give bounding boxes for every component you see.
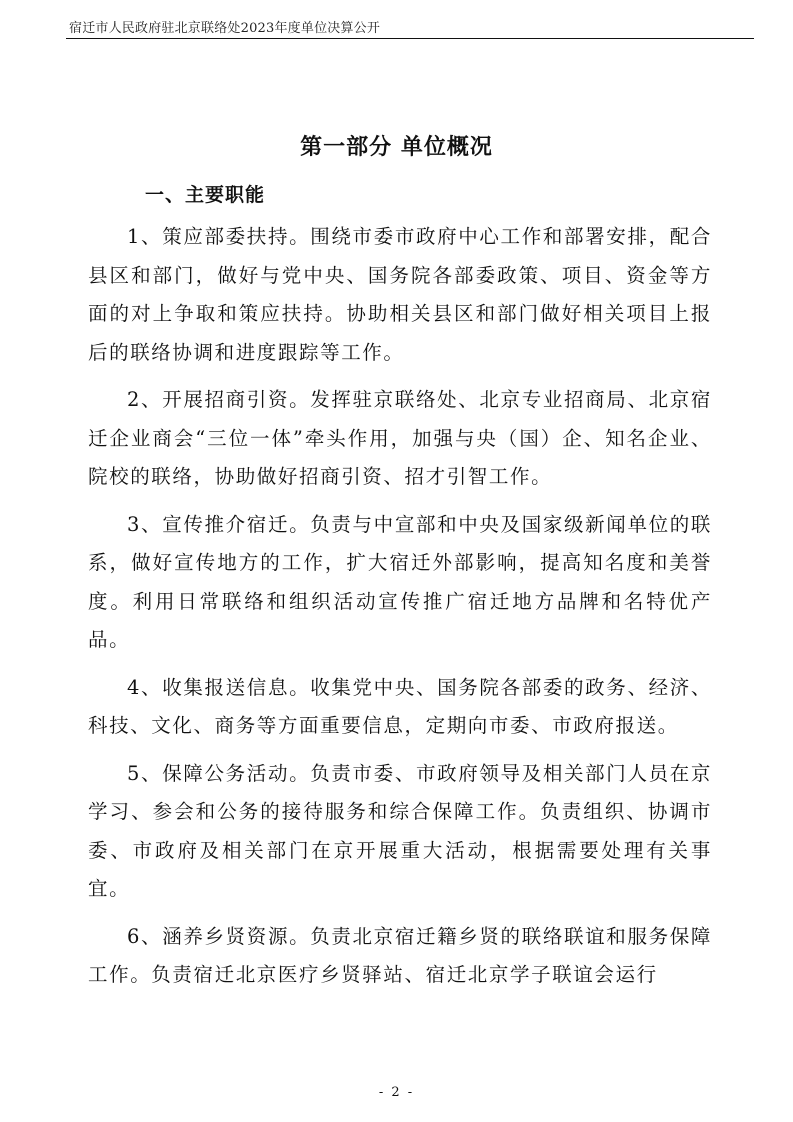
paragraph-5: 5、保障公务活动。负责市委、市政府领导及相关部门人员在京学习、参会和公务的接待服务和综合保障工作。负责组织、协调市委、市政府及相关部门在京开展重大活动，根据需要处理有关事宜。 — [88, 761, 712, 900]
page-title: 第一部分 单位概况 — [300, 135, 493, 160]
paragraph-1: 1、策应部委扶持。围绕市委市政府中心工作和部署安排，配合县区和部门，做好与党中央、国务院各部委政策、项目、资金等方面的对上争取和策应扶持。协助相关县区和部门做好相关项目上报后的联络协调和进度跟踪等工作。 — [88, 225, 712, 364]
page-number: - 2 - — [378, 1085, 415, 1100]
paragraph-6: 6、涵养乡贤资源。负责北京宿迁籍乡贤的联络联谊和服务保障工作。负责宿迁北京医疗乡贤驿站、宿迁北京学子联谊会运行 — [88, 924, 712, 986]
paragraph-2: 2、开展招商引资。发挥驻京联络处、北京专业招商局、北京宿迁企业商会“三位一体”牵头作用，加强与央（国）企、知名企业、院校的联络，协助做好招商引资、招才引智工作。 — [88, 388, 712, 488]
body-text — [88, 218, 712, 1004]
paragraph-3: 3、宣传推介宿迁。负责与中宣部和中央及国家级新闻单位的联系，做好宣传地方的工作，扩大宿迁外部影响，提高知名度和美誉度。利用日常联络和组织活动宣传推广宿迁地方品牌和名特优产品。 — [88, 512, 712, 651]
header-rule — [66, 38, 754, 39]
paragraph-4: 4、收集报送信息。收集党中央、国务院各部委的政务、经济、科技、文化、商务等方面重要信息，定期向市委、市政府报送。 — [88, 675, 712, 737]
section-heading: 一、主要职能 — [145, 184, 266, 206]
running-header: 宿迁市人民政府驻北京联络处2023年度单位决算公开 — [69, 21, 381, 36]
